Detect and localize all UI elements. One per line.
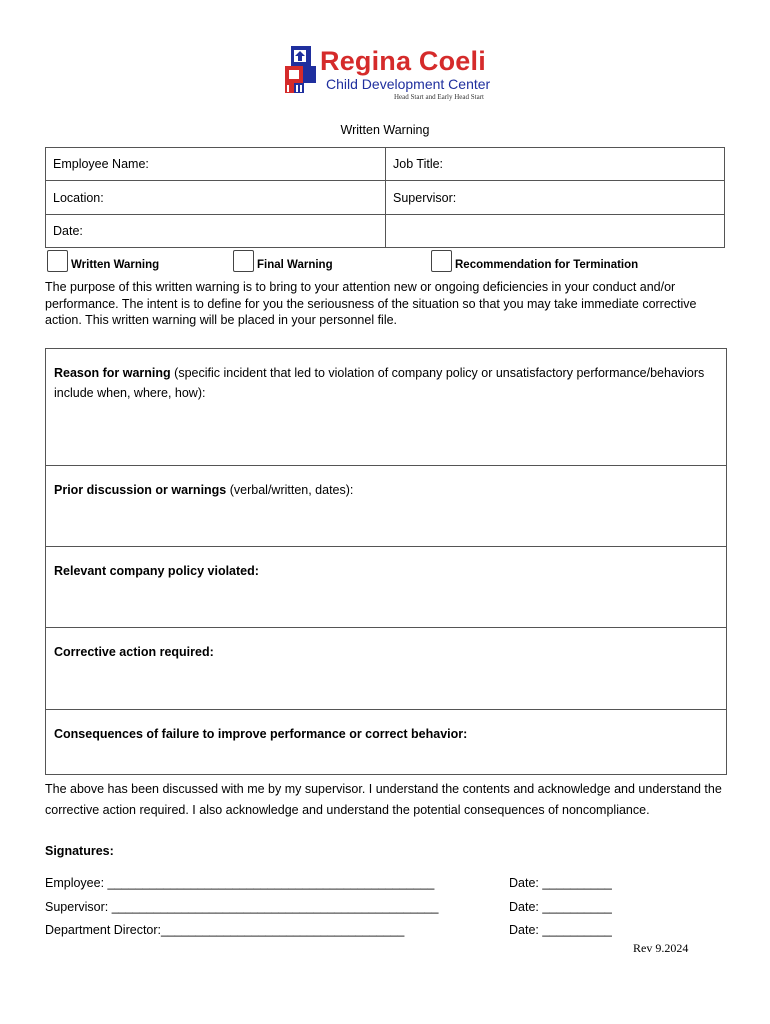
date-field[interactable] bbox=[46, 215, 386, 248]
employee-name-label: Employee Name: bbox=[53, 157, 149, 171]
warning-details-table bbox=[45, 348, 727, 775]
purpose-paragraph: The purpose of this written warning is to bring to your attention new or ongoing deficiencies in your conduct and/or performance. The intent is to define for you the seriousness of the situation so that you may take immediate corrective action. This written warning will be placed in your personnel file. bbox=[45, 280, 697, 327]
checkbox-box[interactable] bbox=[431, 250, 452, 272]
termination-recommendation-checkbox[interactable] bbox=[431, 250, 638, 272]
reason-for-warning-field[interactable] bbox=[46, 349, 726, 466]
date-label: Date: bbox=[53, 224, 83, 238]
employee-info-table bbox=[45, 147, 725, 248]
logo-tagline: Head Start and Early Head Start bbox=[394, 93, 484, 101]
checkbox-box[interactable] bbox=[233, 250, 254, 272]
supervisor-signature-line[interactable]: Supervisor: _______________________________________________ bbox=[45, 900, 439, 914]
location-field[interactable] bbox=[46, 181, 386, 215]
employee-signature-line[interactable]: Employee: _______________________________________________ bbox=[45, 876, 435, 890]
checkbox-label: Written Warning bbox=[71, 259, 160, 271]
written-warning-checkbox[interactable] bbox=[47, 250, 159, 272]
consequences-field[interactable] bbox=[46, 710, 726, 774]
employee-name-field[interactable] bbox=[46, 148, 386, 181]
job-title-field[interactable] bbox=[386, 148, 725, 181]
director-signature-line[interactable]: Department Director:___________________________________ bbox=[45, 923, 405, 937]
checkbox-box[interactable] bbox=[47, 250, 68, 272]
location-label: Location: bbox=[53, 190, 104, 205]
supervisor-date-line[interactable]: Date: __________ bbox=[509, 900, 612, 914]
checkbox-label: Final Warning bbox=[257, 259, 333, 271]
job-title-label: Job Title: bbox=[393, 157, 444, 171]
section-heading: Reason for warning bbox=[54, 366, 171, 380]
checkbox-label: Recommendation for Termination bbox=[455, 259, 639, 271]
logo-subtitle: Child Development Center bbox=[326, 76, 491, 92]
supervisor-label: Supervisor: bbox=[393, 190, 457, 205]
document-title: Written Warning bbox=[340, 123, 430, 137]
revision-label: Rev 9.2024 bbox=[633, 941, 689, 955]
organization-logo bbox=[282, 44, 502, 104]
director-date-line[interactable]: Date: __________ bbox=[509, 923, 612, 937]
policy-violated-field[interactable] bbox=[46, 547, 726, 628]
section-heading: Corrective action required: bbox=[54, 645, 214, 659]
section-hint: (specific incident that led to violation of company policy or unsatisfactory performance/behaviors include when, where, how): bbox=[54, 366, 705, 400]
employee-date-line[interactable]: Date: __________ bbox=[509, 876, 612, 890]
alphabet-blocks-icon bbox=[282, 44, 318, 94]
acknowledgement-paragraph: The above has been discussed with me by my supervisor. I understand the contents and acknowledge and understand the corrective action required. I also acknowledge and understand the potential consequences of noncompliance. bbox=[45, 782, 722, 817]
corrective-action-field[interactable] bbox=[46, 628, 726, 710]
section-heading: Relevant company policy violated: bbox=[54, 564, 259, 578]
signatures-heading: Signatures: bbox=[45, 844, 114, 858]
prior-discussion-field[interactable] bbox=[46, 466, 726, 547]
warning-type-checkboxes bbox=[45, 250, 725, 274]
logo-title: Regina Coeli bbox=[320, 46, 486, 76]
final-warning-checkbox[interactable] bbox=[233, 250, 333, 272]
empty-cell bbox=[386, 215, 725, 248]
section-heading: Consequences of failure to improve performance or correct behavior: bbox=[54, 727, 468, 741]
section-hint: (verbal/written, dates): bbox=[226, 483, 354, 497]
supervisor-field[interactable] bbox=[386, 181, 725, 215]
section-heading: Prior discussion or warnings bbox=[54, 483, 227, 497]
